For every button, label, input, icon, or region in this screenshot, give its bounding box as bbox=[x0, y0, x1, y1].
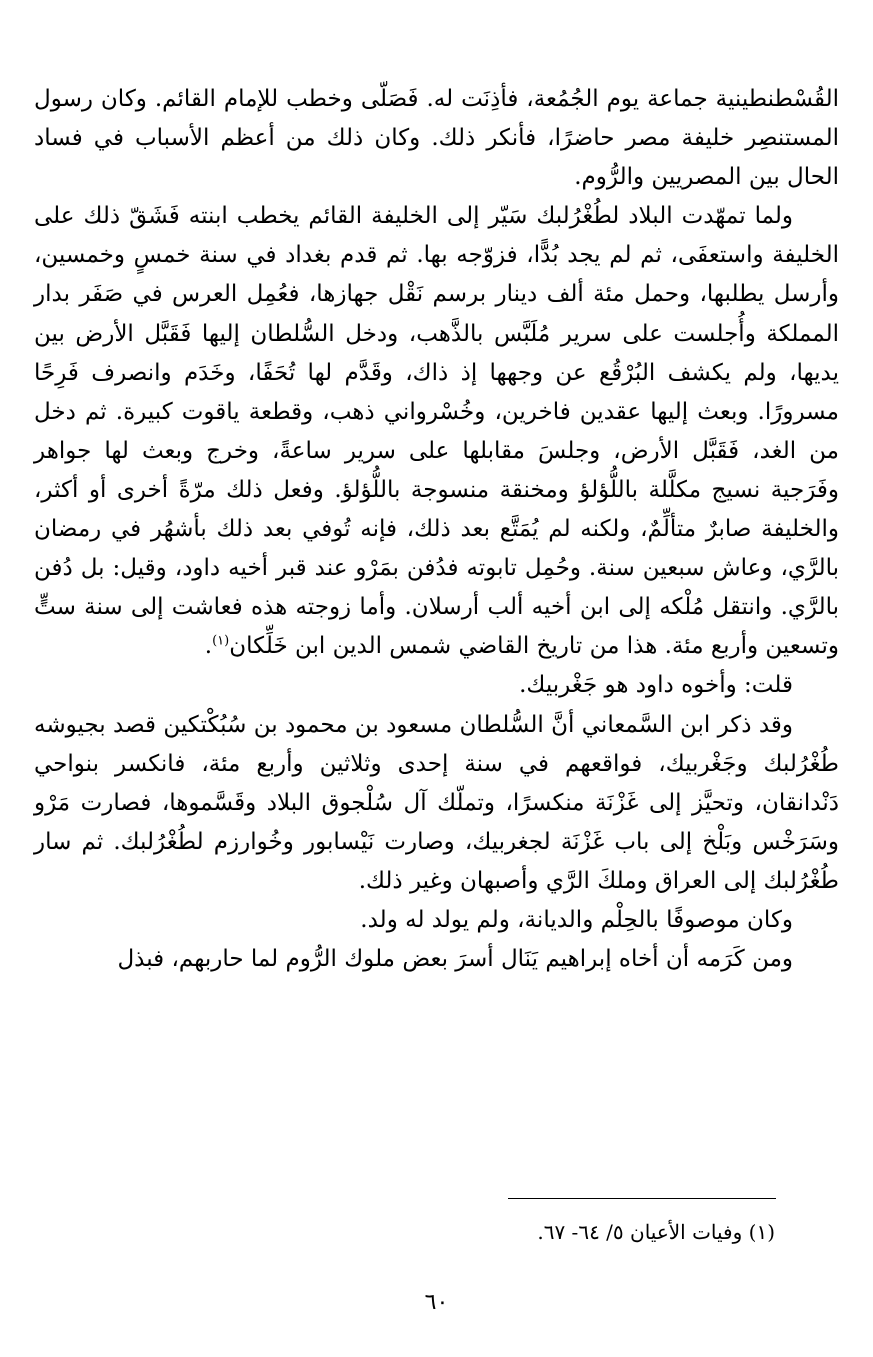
paragraph-2 bbox=[34, 197, 839, 666]
paragraph-5: وكان موصوفًا بالحِلْم والديانة، ولم يولد له ولد. bbox=[360, 906, 793, 933]
page-number: ٦٠ bbox=[424, 1290, 449, 1315]
footnote: (١) وفيات الأعيان ٥/ ٦٤- ٦٧. bbox=[537, 1220, 775, 1244]
body-text bbox=[34, 80, 839, 979]
paragraph-3: قلت: وأخوه داود هو جَغْربيك. bbox=[519, 672, 793, 699]
footnote-reference: (١) bbox=[212, 633, 230, 649]
footnote-reference-tail: . bbox=[204, 633, 213, 660]
paragraph-2-text: ولما تمهّدت البلاد لطُغْرُلبك سَيّر إلى الخليفة القائم يخطب ابنته فَشَقّ ذلك على الخليفة واستعفَى، ثم لم يجد بُدًّا، فزوّجه بها. ثم قدم بغداد في سنة خمسٍ وخمسين، وأرسل يطلبها، وحمل مئة ألف دينار برسم نَقْل جهازها، فعُمِل العرس في صَفَر بدار المملكة وأُجلست على سرير مُلَبَّس بالذَّهب، ودخل السُّلطان إليها فَقَبَّل الأرض بين يديها، ولم يكشف البُرْقُع عن وجهها إذ ذاك، وقَدَّم لها تُحَفًا، وخَدَم وانصرف فَرِحًا مسرورًا. وبعث إليها عقدين فاخرين، وخُسْرواني ذهب، وقطعة ياقوت كبيرة. ثم دخل من الغد، فَقَبَّل الأرض، وجلسَ مقابلها على سرير ساعةً، وخرج وبعث لها جواهر وفَرَجية نسيج مكلَّلة باللُّؤلؤ ومخنقة منسوجة باللُّؤلؤ. وفعل ذلك مرّةً أخرى أو أكثر، والخليفة صابرٌ متألِّمٌ، ولكنه لم يُمَتَّع بعد ذلك، فإنه تُوفي بعد ذلك بأشهُر في رمضان بالرَّي، وعاش سبعين سنة. وحُمِل تابوته فدُفن بمَرْو عند قبر أخيه داود، وقيل: بل دُفن بالرَّي. وانتقل مُلْكه إلى ابن أخيه ألب أرسلان. وأما زوجته هذه فعاشت إلى سنة ستٍّ وتسعين وأربع مئة. هذا من تاريخ القاضي شمس الدين ابن خَلِّكان bbox=[34, 203, 839, 660]
paragraph-1: القُسْطنطينية جماعة يوم الجُمُعة، فأذِنَت له. فَصَلّى وخطب للإمام القائم. وكان رسول المستنصِر خليفة مصر حاضرًا، فأنكر ذلك. وكان ذلك من أعظم الأسباب في فساد الحال بين المصريين والرُّوم. bbox=[34, 86, 839, 191]
footnote-separator bbox=[508, 1198, 776, 1199]
paragraph-6: ومن كَرَمه أن أخاه إبراهيم يَنَال أسرَ بعض ملوك الرُّوم لما حاربهم، فبذل bbox=[117, 946, 793, 973]
paragraph-4: وقد ذكر ابن السَّمعاني أنَّ السُّلطان مسعود بن محمود بن سُبُكْتكين قصد بجيوشه طُغْرُلبك وجَغْربيك، فواقعهم في سنة إحدى وثلاثين وأربع مئة، فانكسر بنواحي دَنْدانقان، وتحيَّز إلى غَزْنَة منكسرًا، وتملّك آل سُلْجوق البلاد وقَسَّموها، فصارت مَرْو وسَرَخْس وبَلْخ إلى باب غَزْنَة لجغربيك، وصارت نَيْسابور وخُوارزم لطُغْرُلبك. ثم سار طُغْرُلبك إلى العراق وملكَ الرَّي وأصبهان وغير ذلك. bbox=[34, 711, 839, 894]
